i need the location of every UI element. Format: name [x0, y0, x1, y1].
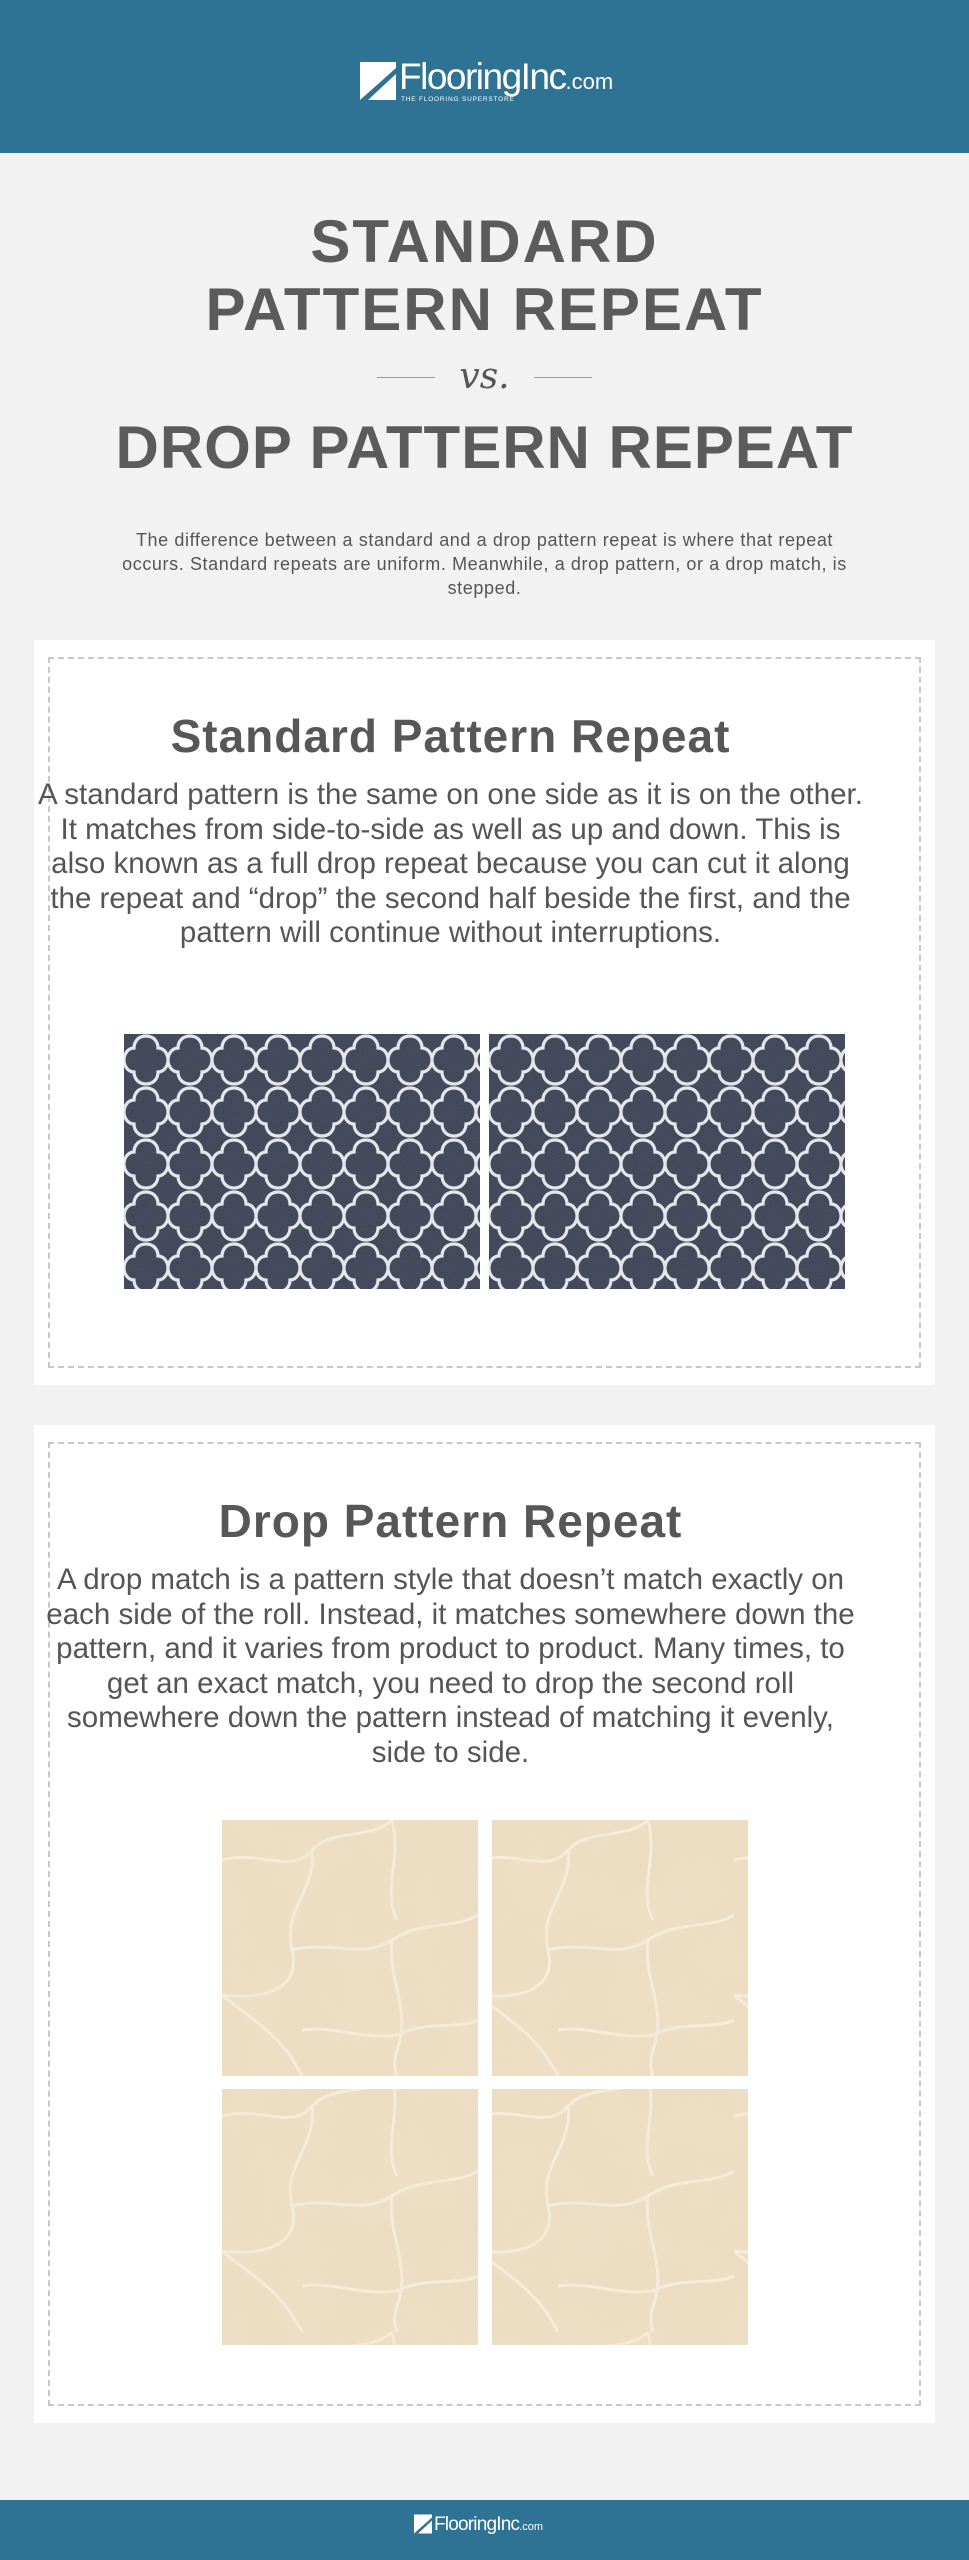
header-bar: [0, 0, 969, 153]
logo-name: FlooringInc: [399, 56, 566, 97]
drop-section-body: A drop match is a pattern style that doesn’t match exactly on each side of the roll. Instead, it matches somewhere down the pattern, and it varies from product to product. Many times, to get an exact match, you need to drop the second roll somewhere down the pattern instead of matching it evenly, side to side.: [46, 1563, 855, 1769]
intro-paragraph: The difference between a standard and a drop pattern repeat is where that repeat occurs. Standard repeats are uniform. Meanwhile, a drop pattern, or a drop match, is stepped.: [122, 530, 847, 598]
footer-logo-name: FlooringInc: [434, 2513, 520, 2535]
headline-drop: DROP PATTERN REPEAT: [115, 414, 854, 481]
stone-tile-bottom-right: [492, 2089, 748, 2345]
stone-tile-grid: [222, 1820, 748, 2345]
headline-line-1: STANDARD: [310, 208, 659, 275]
logo-mark-icon: [414, 2514, 432, 2534]
divider-line-right: [534, 377, 592, 378]
versus-divider: [0, 352, 969, 402]
drop-section-title: Drop Pattern Repeat: [218, 1495, 683, 1547]
standard-section-body: A standard pattern is the same on one side as it is on the other. It matches from side-to-side as well as up and down. This is also known as a full drop repeat because you can cut it along the repeat and “drop” the second half beside the first, and the pattern will continue without interruptions.: [38, 778, 863, 949]
versus-text: vs.: [459, 356, 510, 397]
brand-logo[interactable]: [360, 58, 613, 103]
footer-logo-domain: .com: [519, 2520, 544, 2533]
headline-line-2: PATTERN REPEAT: [205, 276, 764, 343]
stone-tile-top-right: [492, 1820, 748, 2076]
logo-mark-icon: [360, 62, 396, 100]
logo-tagline: THE FLOORING SUPERSTORE: [401, 96, 515, 103]
stone-tile-bottom-left: [222, 2089, 478, 2345]
divider-line-left: [377, 377, 435, 378]
headline-standard: [0, 208, 969, 344]
footer-logo[interactable]: [414, 2514, 543, 2534]
logo-domain: .com: [565, 69, 614, 94]
stone-tile-top-left: [222, 1820, 478, 2076]
standard-section-title: Standard Pattern Repeat: [170, 710, 731, 762]
carpet-swatch-right: [489, 1034, 845, 1289]
carpet-swatch-left: [124, 1034, 480, 1289]
